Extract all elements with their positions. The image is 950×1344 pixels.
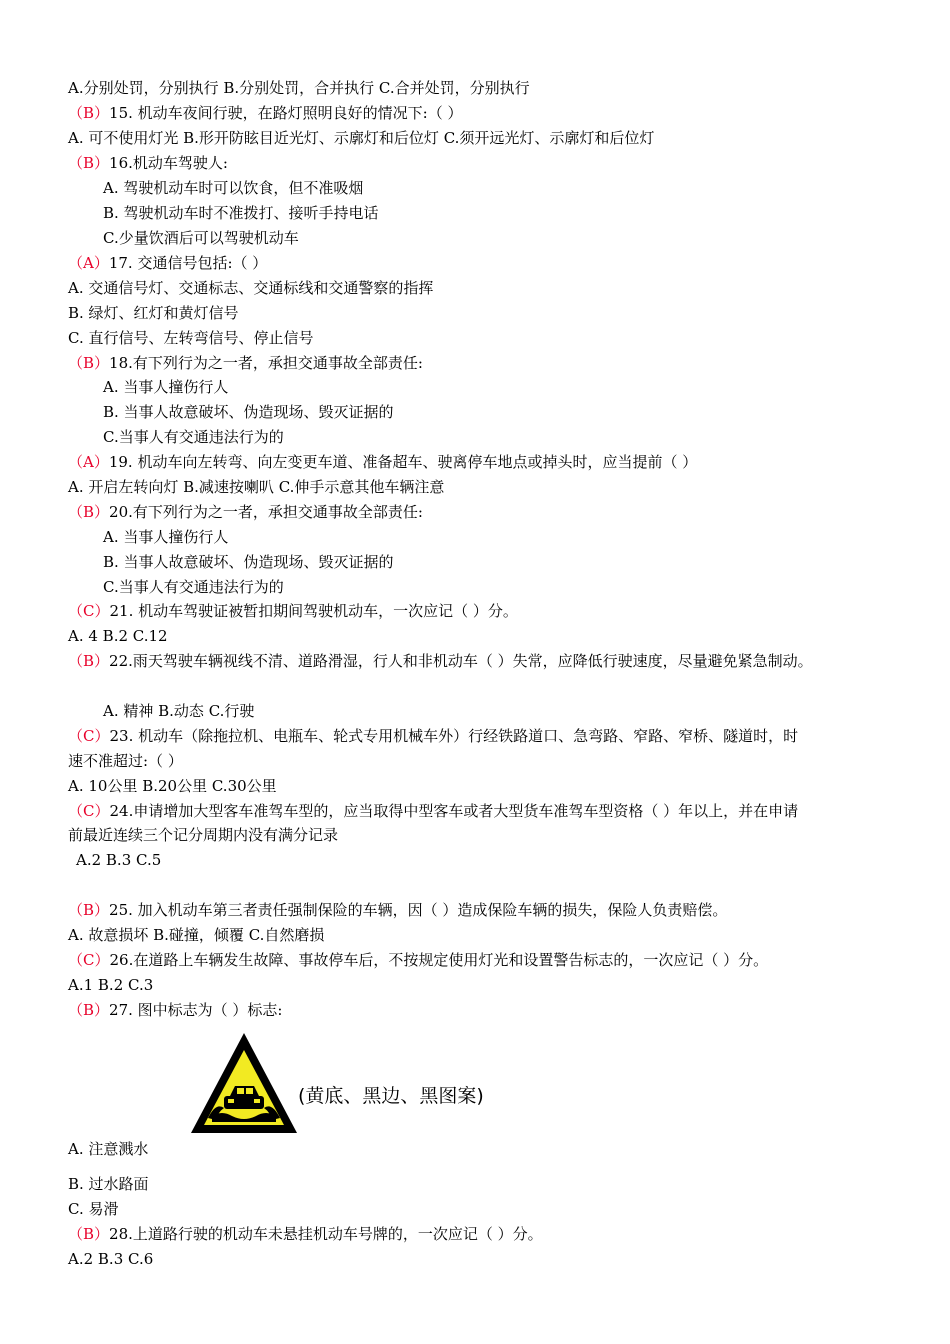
question-15: （B）15. 机动车夜间行驶，在路灯照明良好的情况下:（ ） [68,104,463,122]
question-18: （B）18.有下列行为之一者，承担交通事故全部责任: [68,354,423,372]
option-20c: C.当事人有交通违法行为的 [103,578,284,596]
question-28: （B）28.上道路行驶的机动车未悬挂机动车号牌的，一次应记（ ）分。 [68,1225,543,1243]
answer-key: （B） [68,1001,110,1019]
option-17b: B. 绿灯、红灯和黄灯信号 [68,304,239,322]
option-16b: B. 驾驶机动车时不准拨打、接听手持电话 [103,204,379,222]
options-q19: A. 开启左转向灯 B.减速按喇叭 C.伸手示意其他车辆注意 [68,478,445,496]
question-23: （C）23. 机动车（除拖拉机、电瓶车、轮式专用机械车外）行经铁路道口、急弯路、窄路、窄桥、隧道时，时 [68,727,799,745]
option-17c: C. 直行信号、左转弯信号、停止信号 [68,329,314,347]
water-crossing-warning-sign-icon [188,1030,300,1136]
question-24: （C）24.申请增加大型客车准驾车型的，应当取得中型客车或者大型货车准驾车型资格（ ）年以上，并在申请 [68,802,799,820]
option-27a: A. 注意溅水 [68,1140,149,1158]
answer-key: （B） [68,901,110,919]
option-17a: A. 交通信号灯、交通标志、交通标线和交通警察的指挥 [68,279,434,297]
question-26: （C）26.在道路上车辆发生故障、事故停车后，不按规定使用灯光和设置警告标志的，一次应记（ ）分。 [68,951,769,969]
answer-key: （B） [68,652,110,670]
question-20: （B）20.有下列行为之一者，承担交通事故全部责任: [68,503,423,521]
answer-key: （B） [68,154,110,172]
options-q25: A. 故意损坏 B.碰撞，倾覆 C.自然磨损 [68,926,325,944]
question-24-cont: 前最近连续三个记分周期内没有满分记录 [68,826,339,844]
answer-key: （C） [68,602,110,620]
options-q24: A.2 B.3 C.5 [76,851,162,869]
options-q23: A. 10公里 B.20公里 C.30公里 [68,777,277,795]
answer-key: （B） [68,354,110,372]
answer-key: （C） [68,802,110,820]
option-27c: C. 易滑 [68,1200,119,1218]
options-q14: A.分别处罚，分别执行 B.分别处罚，合并执行 C.合并处罚，分别执行 [68,79,530,97]
option-20b: B. 当事人故意破坏、伪造现场、毁灭证据的 [103,553,394,571]
answer-key: （B） [68,104,110,122]
question-16: （B）16.机动车驾驶人: [68,154,228,172]
answer-key: （C） [68,951,110,969]
question-19: （A）19. 机动车向左转弯、向左变更车道、准备超车、驶离停车地点或掉头时，应当提前（ ） [68,453,698,471]
options-q28: A.2 B.3 C.6 [68,1250,154,1268]
option-16c: C.少量饮酒后可以驾驶机动车 [103,229,299,247]
question-23-cont: 速不准超过:（ ） [68,752,183,770]
options-q15: A. 可不使用灯光 B.形开防眩目近光灯、示廓灯和后位灯 C.须开远光灯、示廓灯和后位灯 [68,129,655,147]
question-21: （C）21. 机动车驾驶证被暂扣期间驾驶机动车，一次应记（ ）分。 [68,602,518,620]
options-q22: A. 精神 B.动态 C.行驶 [103,702,255,720]
option-18b: B. 当事人故意破坏、伪造现场、毁灭证据的 [103,403,394,421]
options-q26: A.1 B.2 C.3 [68,976,154,994]
question-17: （A）17. 交通信号包括:（ ） [68,254,268,272]
option-27b: B. 过水路面 [68,1175,149,1193]
options-q21: A. 4 B.2 C.12 [68,627,168,645]
option-16a: A. 驾驶机动车时可以饮食，但不准吸烟 [103,179,364,197]
option-18a: A. 当事人撞伤行人 [103,378,229,396]
question-25: （B）25. 加入机动车第三者责任强制保险的车辆，因（ ）造成保险车辆的损失，保险人负责赔偿。 [68,901,728,919]
answer-key: （B） [68,503,110,521]
answer-key: （A） [68,453,109,471]
option-18c: C.当事人有交通违法行为的 [103,428,284,446]
answer-key: （A） [68,254,109,272]
answer-key: （B） [68,1225,110,1243]
question-27: （B）27. 图中标志为（ ）标志: [68,1001,283,1019]
question-22: （B）22.雨天驾驶车辆视线不清、道路滑湿，行人和非机动车（ ）失常，应降低行驶速度，尽量避免紧急制动。 [68,652,813,670]
answer-key: （C） [68,727,110,745]
sign-caption: (黄底、黑边、黑图案) [298,1085,484,1107]
option-20a: A. 当事人撞伤行人 [103,528,229,546]
